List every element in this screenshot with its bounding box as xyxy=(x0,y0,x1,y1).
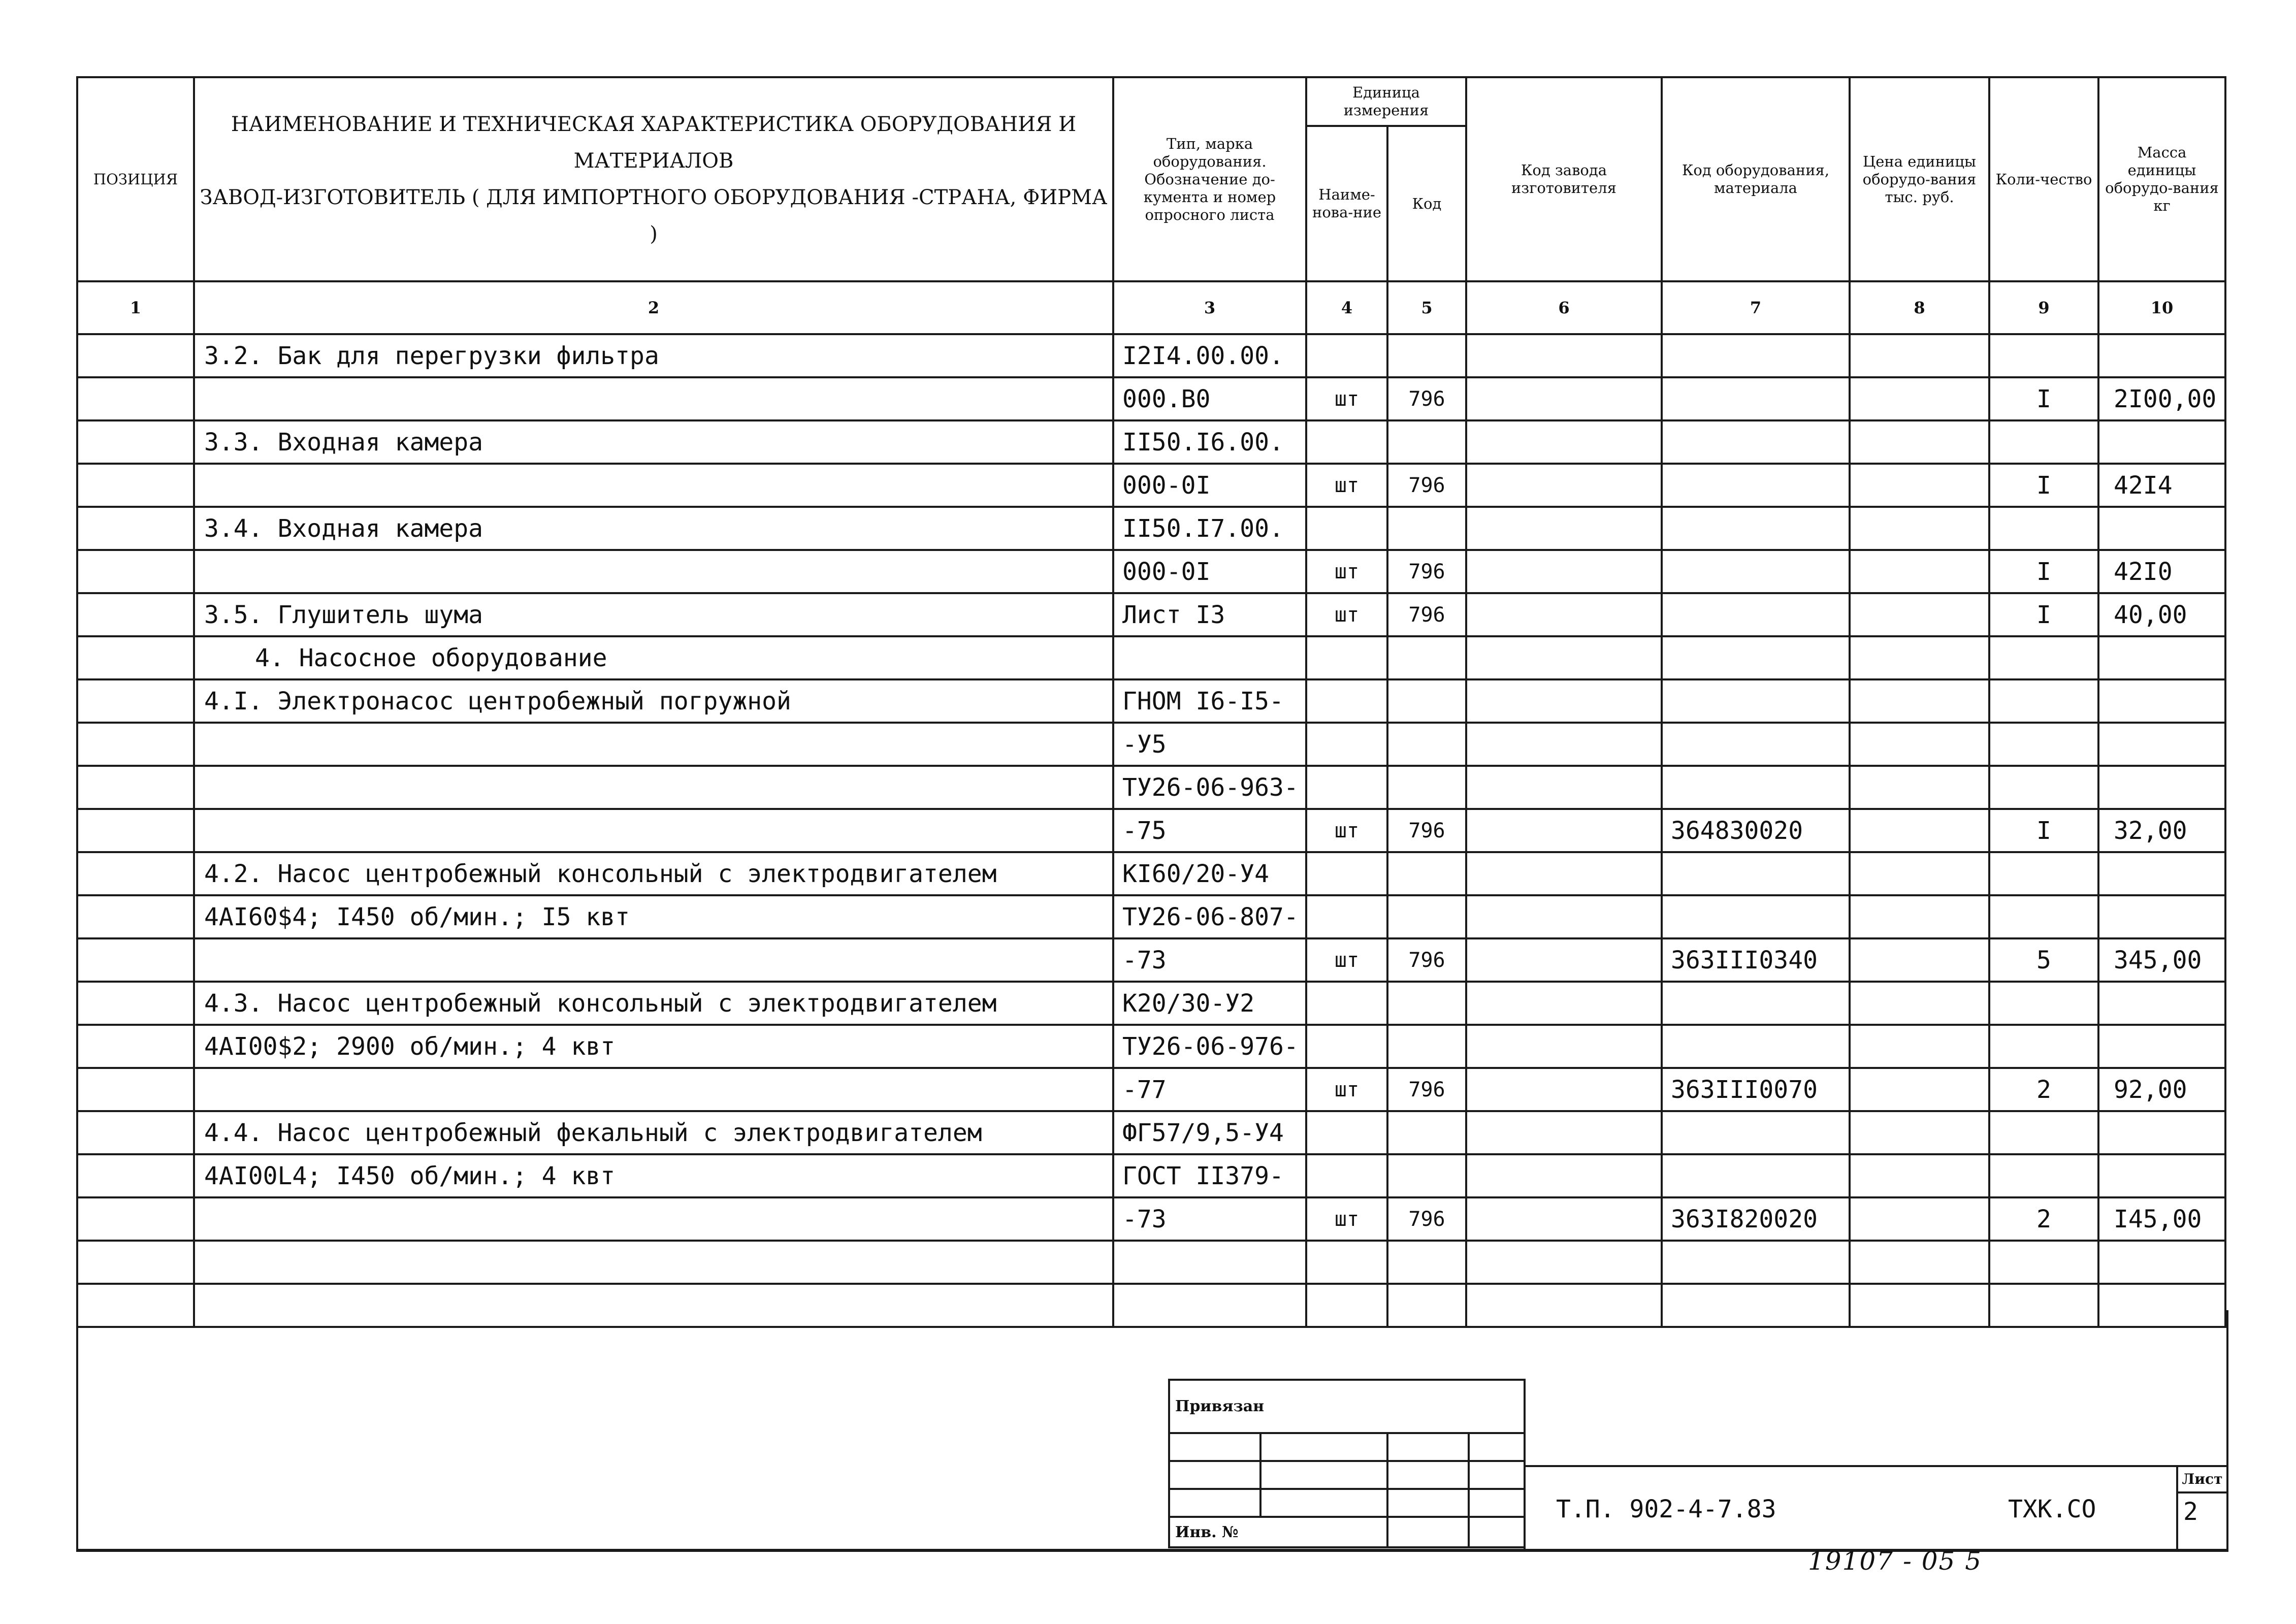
price-cell xyxy=(1850,507,1989,550)
mass-cell xyxy=(2098,1241,2225,1284)
mass-cell: 32,00 xyxy=(2098,809,2225,852)
equipment-code-cell: 363III0340 xyxy=(1662,938,1850,982)
column-number: 8 xyxy=(1850,281,1989,334)
unit-code-cell xyxy=(1387,420,1466,464)
unit-code-cell xyxy=(1387,507,1466,550)
name-cell xyxy=(194,938,1113,982)
column-number: 2 xyxy=(194,281,1113,334)
factory-code-cell xyxy=(1466,593,1662,636)
column-number: 4 xyxy=(1306,281,1387,334)
sheet-label: Лист xyxy=(2178,1467,2226,1493)
quantity-cell xyxy=(1989,723,2098,766)
equipment-code-cell xyxy=(1662,766,1850,809)
factory-code-cell xyxy=(1466,852,1662,895)
type-cell: ГОСТ II379- xyxy=(1113,1154,1306,1197)
table-row xyxy=(77,334,2225,377)
position-cell xyxy=(77,593,194,636)
table-row xyxy=(77,636,2225,679)
name-cell: 4.4. Насос центробежный фекальный с электродвигателем xyxy=(194,1111,1113,1154)
mass-cell xyxy=(2098,420,2225,464)
mass-cell: 2I00,00 xyxy=(2098,377,2225,420)
name-cell xyxy=(194,723,1113,766)
table-row xyxy=(77,723,2225,766)
position-cell xyxy=(77,1068,194,1111)
column-number: 6 xyxy=(1466,281,1662,334)
price-cell xyxy=(1850,766,1989,809)
type-cell: II50.I7.00. xyxy=(1113,507,1306,550)
equipment-code-cell: 363I820020 xyxy=(1662,1197,1850,1241)
quantity-cell xyxy=(1989,636,2098,679)
price-cell xyxy=(1850,809,1989,852)
type-cell: -73 xyxy=(1113,1197,1306,1241)
quantity-cell: I xyxy=(1989,550,2098,593)
unit-name-cell: шт xyxy=(1306,938,1387,982)
table-row xyxy=(77,1111,2225,1154)
position-cell xyxy=(77,1241,194,1284)
position-cell xyxy=(77,507,194,550)
name-cell xyxy=(194,464,1113,507)
mass-cell: 42I4 xyxy=(2098,464,2225,507)
table-row xyxy=(77,420,2225,464)
unit-code-cell xyxy=(1387,334,1466,377)
column-number: 5 xyxy=(1387,281,1466,334)
column-number: 9 xyxy=(1989,281,2098,334)
position-cell xyxy=(77,1154,194,1197)
table-row xyxy=(77,982,2225,1025)
quantity-cell: I xyxy=(1989,464,2098,507)
equipment-code-cell xyxy=(1662,679,1850,723)
mass-cell xyxy=(2098,636,2225,679)
price-cell xyxy=(1850,1111,1989,1154)
header-price-unit: тыс. руб. xyxy=(1885,188,1954,206)
type-cell: ТУ26-06-976- xyxy=(1113,1025,1306,1068)
mass-cell xyxy=(2098,334,2225,377)
equipment-code-cell xyxy=(1662,1241,1850,1284)
equipment-code-cell: 364830020 xyxy=(1662,809,1850,852)
quantity-cell: I xyxy=(1989,809,2098,852)
equipment-code-cell xyxy=(1662,550,1850,593)
quantity-cell: 2 xyxy=(1989,1197,2098,1241)
position-cell xyxy=(77,1197,194,1241)
equipment-code-cell xyxy=(1662,507,1850,550)
factory-code-cell xyxy=(1466,464,1662,507)
unit-code-cell: 796 xyxy=(1387,1068,1466,1111)
unit-code-cell xyxy=(1387,766,1466,809)
quantity-cell xyxy=(1989,334,2098,377)
table-row xyxy=(77,852,2225,895)
header-name-line1: НАИМЕНОВАНИЕ И ТЕХНИЧЕСКАЯ ХАРАКТЕРИСТИКА ОБОРУДОВАНИЯ И МАТЕРИАЛОВ xyxy=(231,113,1077,173)
position-cell xyxy=(77,852,194,895)
type-cell: -77 xyxy=(1113,1068,1306,1111)
factory-code-cell xyxy=(1466,420,1662,464)
name-cell xyxy=(194,1197,1113,1241)
name-cell: 4.I. Электронасос центробежный погружной xyxy=(194,679,1113,723)
price-cell xyxy=(1850,723,1989,766)
document-code: ТХК.СО xyxy=(2008,1495,2096,1523)
unit-name-cell xyxy=(1306,1154,1387,1197)
unit-code-cell xyxy=(1387,852,1466,895)
name-cell: 3.5. Глушитель шума xyxy=(194,593,1113,636)
factory-code-cell xyxy=(1466,334,1662,377)
factory-code-cell xyxy=(1466,1154,1662,1197)
name-cell xyxy=(194,809,1113,852)
factory-code-cell xyxy=(1466,1197,1662,1241)
unit-name-cell xyxy=(1306,723,1387,766)
table-row xyxy=(77,1068,2225,1111)
factory-code-cell xyxy=(1466,809,1662,852)
factory-code-cell xyxy=(1466,507,1662,550)
position-cell xyxy=(77,1111,194,1154)
quantity-cell: I xyxy=(1989,377,2098,420)
price-cell xyxy=(1850,852,1989,895)
unit-name-cell xyxy=(1306,1111,1387,1154)
quantity-cell: 2 xyxy=(1989,1068,2098,1111)
factory-code-cell xyxy=(1466,1111,1662,1154)
position-cell xyxy=(77,809,194,852)
name-cell xyxy=(194,550,1113,593)
column-number-row xyxy=(77,281,2225,334)
price-cell xyxy=(1850,636,1989,679)
unit-code-cell xyxy=(1387,895,1466,938)
table-row xyxy=(77,507,2225,550)
sheet-box xyxy=(2176,1467,2226,1551)
type-cell: ТУ26-06-807- xyxy=(1113,895,1306,938)
position-cell xyxy=(77,938,194,982)
position-cell xyxy=(77,377,194,420)
unit-name-cell: шт xyxy=(1306,1197,1387,1241)
factory-code-cell xyxy=(1466,636,1662,679)
table-row xyxy=(77,1241,2225,1284)
position-cell xyxy=(77,895,194,938)
unit-code-cell: 796 xyxy=(1387,377,1466,420)
position-cell xyxy=(77,679,194,723)
position-cell xyxy=(77,1025,194,1068)
section-heading: 4. Насосное оборудование xyxy=(255,643,607,672)
equipment-code-cell xyxy=(1662,1154,1850,1197)
name-cell: 4АI60$4; I450 об/мин.; I5 квт xyxy=(194,895,1113,938)
quantity-cell xyxy=(1989,420,2098,464)
type-cell xyxy=(1113,1241,1306,1284)
specification-table xyxy=(76,76,2226,1328)
unit-code-cell: 796 xyxy=(1387,1197,1466,1241)
unit-code-cell: 796 xyxy=(1387,938,1466,982)
equipment-code-cell xyxy=(1662,1111,1850,1154)
quantity-cell xyxy=(1989,679,2098,723)
unit-code-cell xyxy=(1387,982,1466,1025)
position-cell xyxy=(77,723,194,766)
quantity-cell xyxy=(1989,766,2098,809)
unit-name-cell xyxy=(1306,766,1387,809)
mass-cell xyxy=(2098,723,2225,766)
unit-name-cell: шт xyxy=(1306,377,1387,420)
mass-cell: 40,00 xyxy=(2098,593,2225,636)
table-row xyxy=(77,377,2225,420)
unit-name-cell xyxy=(1306,852,1387,895)
equipment-code-cell xyxy=(1662,636,1850,679)
document-number: Т.П. 902-4-7.83 xyxy=(1556,1495,1776,1523)
position-cell xyxy=(77,982,194,1025)
equipment-code-cell xyxy=(1662,723,1850,766)
equipment-code-cell xyxy=(1662,377,1850,420)
mass-cell: 42I0 xyxy=(2098,550,2225,593)
factory-code-cell xyxy=(1466,895,1662,938)
table-row xyxy=(77,766,2225,809)
table-row xyxy=(77,593,2225,636)
factory-code-cell xyxy=(1466,1241,1662,1284)
header-price xyxy=(1850,77,1989,281)
mass-cell: 92,00 xyxy=(2098,1068,2225,1111)
mass-cell xyxy=(2098,1025,2225,1068)
name-cell xyxy=(194,1241,1113,1284)
header-unit-group: Единица измерения xyxy=(1306,77,1466,126)
unit-code-cell: 796 xyxy=(1387,809,1466,852)
stamp-title: Привязан xyxy=(1169,1380,1525,1433)
unit-code-cell xyxy=(1387,723,1466,766)
name-cell: 3.2. Бак для перегрузки фильтра xyxy=(194,334,1113,377)
type-cell: ТУ26-06-963- xyxy=(1113,766,1306,809)
factory-code-cell xyxy=(1466,679,1662,723)
type-cell: ГНОМ I6-I5- xyxy=(1113,679,1306,723)
header-position: ПОЗИЦИЯ xyxy=(77,77,194,281)
name-cell xyxy=(194,766,1113,809)
mass-cell xyxy=(2098,507,2225,550)
type-cell: ФГ57/9,5-У4 xyxy=(1113,1111,1306,1154)
type-cell xyxy=(1113,636,1306,679)
mass-cell xyxy=(2098,1154,2225,1197)
column-number: 7 xyxy=(1662,281,1850,334)
unit-name-cell: шт xyxy=(1306,593,1387,636)
name-cell xyxy=(194,377,1113,420)
unit-name-cell: шт xyxy=(1306,1068,1387,1111)
equipment-code-cell xyxy=(1662,334,1850,377)
factory-code-cell xyxy=(1466,377,1662,420)
quantity-cell xyxy=(1989,507,2098,550)
type-cell: КI60/20-У4 xyxy=(1113,852,1306,895)
quantity-cell xyxy=(1989,852,2098,895)
factory-code-cell xyxy=(1466,1025,1662,1068)
unit-code-cell: 796 xyxy=(1387,593,1466,636)
unit-name-cell: шт xyxy=(1306,809,1387,852)
type-cell: Лист I3 xyxy=(1113,593,1306,636)
name-cell: 3.3. Входная камера xyxy=(194,420,1113,464)
table-row xyxy=(77,809,2225,852)
header-mass-unit: кг xyxy=(2153,197,2171,214)
unit-name-cell xyxy=(1306,1241,1387,1284)
factory-code-cell xyxy=(1466,938,1662,982)
type-cell: -73 xyxy=(1113,938,1306,982)
position-cell xyxy=(77,766,194,809)
position-cell xyxy=(77,550,194,593)
name-cell xyxy=(194,1068,1113,1111)
mass-cell xyxy=(2098,982,2225,1025)
unit-code-cell: 796 xyxy=(1387,550,1466,593)
unit-code-cell xyxy=(1387,1154,1466,1197)
quantity-cell xyxy=(1989,1154,2098,1197)
binding-stamp xyxy=(1168,1379,1526,1548)
price-cell xyxy=(1850,895,1989,938)
price-cell xyxy=(1850,1154,1989,1197)
type-cell: 000-0I xyxy=(1113,464,1306,507)
price-cell xyxy=(1850,1241,1989,1284)
header-factory-code: Код завода изготовителя xyxy=(1466,77,1662,281)
price-cell xyxy=(1850,377,1989,420)
mass-cell xyxy=(2098,895,2225,938)
header-unit-name: Наиме-нова-ние xyxy=(1306,126,1387,281)
quantity-cell xyxy=(1989,1025,2098,1068)
unit-name-cell xyxy=(1306,334,1387,377)
price-cell xyxy=(1850,593,1989,636)
type-cell: -У5 xyxy=(1113,723,1306,766)
table-row xyxy=(77,679,2225,723)
unit-code-cell: 796 xyxy=(1387,464,1466,507)
mass-cell: 345,00 xyxy=(2098,938,2225,982)
name-cell: 4.3. Насос центробежный консольный с электродвигателем xyxy=(194,982,1113,1025)
name-cell xyxy=(194,636,1113,679)
quantity-cell xyxy=(1989,982,2098,1025)
unit-name-cell xyxy=(1306,507,1387,550)
name-cell: 4АI00L4; I450 об/мин.; 4 квт xyxy=(194,1154,1113,1197)
header-equipment-code: Код оборудования, материала xyxy=(1662,77,1850,281)
unit-code-cell xyxy=(1387,679,1466,723)
title-block xyxy=(1524,1465,2226,1551)
mass-cell xyxy=(2098,766,2225,809)
table-row xyxy=(77,938,2225,982)
unit-name-cell: шт xyxy=(1306,550,1387,593)
price-cell xyxy=(1850,334,1989,377)
unit-name-cell: шт xyxy=(1306,464,1387,507)
quantity-cell: I xyxy=(1989,593,2098,636)
equipment-code-cell xyxy=(1662,982,1850,1025)
type-cell: К20/30-У2 xyxy=(1113,982,1306,1025)
price-cell xyxy=(1850,550,1989,593)
name-cell: 4АI00$2; 2900 об/мин.; 4 квт xyxy=(194,1025,1113,1068)
price-cell xyxy=(1850,1025,1989,1068)
unit-name-cell xyxy=(1306,1025,1387,1068)
stamp-inventory-label: Инв. № xyxy=(1169,1517,1387,1547)
name-cell: 3.4. Входная камера xyxy=(194,507,1113,550)
type-cell: 000-0I xyxy=(1113,550,1306,593)
factory-code-cell xyxy=(1466,1068,1662,1111)
header-row-1 xyxy=(77,77,2225,126)
equipment-code-cell xyxy=(1662,895,1850,938)
name-cell: 4.2. Насос центробежный консольный с электродвигателем xyxy=(194,852,1113,895)
equipment-code-cell xyxy=(1662,420,1850,464)
table-row xyxy=(77,1154,2225,1197)
unit-code-cell xyxy=(1387,1025,1466,1068)
type-cell: II50.I6.00. xyxy=(1113,420,1306,464)
header-unit-code: Код xyxy=(1387,126,1466,281)
price-cell xyxy=(1850,1068,1989,1111)
price-cell xyxy=(1850,938,1989,982)
unit-name-cell xyxy=(1306,895,1387,938)
factory-code-cell xyxy=(1466,982,1662,1025)
price-cell xyxy=(1850,420,1989,464)
unit-name-cell xyxy=(1306,679,1387,723)
unit-name-cell xyxy=(1306,420,1387,464)
quantity-cell xyxy=(1989,1111,2098,1154)
position-cell xyxy=(77,420,194,464)
header-mass-label: Масса единицы оборудо-вания xyxy=(2105,144,2219,197)
handwritten-note: 19107 - 05 5 xyxy=(1808,1546,1983,1576)
equipment-code-cell: 363III0070 xyxy=(1662,1068,1850,1111)
price-cell xyxy=(1850,1197,1989,1241)
table-row xyxy=(77,1197,2225,1241)
mass-cell xyxy=(2098,679,2225,723)
header-price-label: Цена единицы оборудо-вания xyxy=(1862,152,1977,188)
mass-cell xyxy=(2098,852,2225,895)
mass-cell xyxy=(2098,1111,2225,1154)
quantity-cell: 5 xyxy=(1989,938,2098,982)
price-cell xyxy=(1850,464,1989,507)
unit-code-cell xyxy=(1387,636,1466,679)
equipment-code-cell xyxy=(1662,593,1850,636)
type-cell: 000.B0 xyxy=(1113,377,1306,420)
table-row xyxy=(77,895,2225,938)
position-cell xyxy=(77,636,194,679)
header-type: Тип, марка оборудования. Обозначение до-кумента и номер опросного листа xyxy=(1113,77,1306,281)
quantity-cell xyxy=(1989,1241,2098,1284)
header-mass xyxy=(2098,77,2225,281)
table-row xyxy=(77,1025,2225,1068)
factory-code-cell xyxy=(1466,723,1662,766)
sheet-number: 2 xyxy=(2183,1498,2198,1526)
header-quantity: Коли-чество xyxy=(1989,77,2098,281)
type-cell: -75 xyxy=(1113,809,1306,852)
factory-code-cell xyxy=(1466,550,1662,593)
price-cell xyxy=(1850,679,1989,723)
position-cell xyxy=(77,334,194,377)
position-cell xyxy=(77,464,194,507)
table-row xyxy=(77,464,2225,507)
unit-code-cell xyxy=(1387,1241,1466,1284)
type-cell: I2I4.00.00. xyxy=(1113,334,1306,377)
equipment-code-cell xyxy=(1662,852,1850,895)
column-number: 3 xyxy=(1113,281,1306,334)
header-name-line2: ЗАВОД-ИЗГОТОВИТЕЛЬ ( ДЛЯ ИМПОРТНОГО ОБОРУДОВАНИЯ -СТРАНА, ФИРМА ) xyxy=(200,186,1108,246)
table-row xyxy=(77,550,2225,593)
specification-rows xyxy=(77,334,2225,1327)
equipment-code-cell xyxy=(1662,1025,1850,1068)
price-cell xyxy=(1850,982,1989,1025)
equipment-code-cell xyxy=(1662,464,1850,507)
unit-code-cell xyxy=(1387,1111,1466,1154)
unit-name-cell xyxy=(1306,982,1387,1025)
quantity-cell xyxy=(1989,895,2098,938)
factory-code-cell xyxy=(1466,766,1662,809)
column-number: 10 xyxy=(2098,281,2225,334)
mass-cell: I45,00 xyxy=(2098,1197,2225,1241)
column-number: 1 xyxy=(77,281,194,334)
unit-name-cell xyxy=(1306,636,1387,679)
header-name xyxy=(194,77,1113,281)
